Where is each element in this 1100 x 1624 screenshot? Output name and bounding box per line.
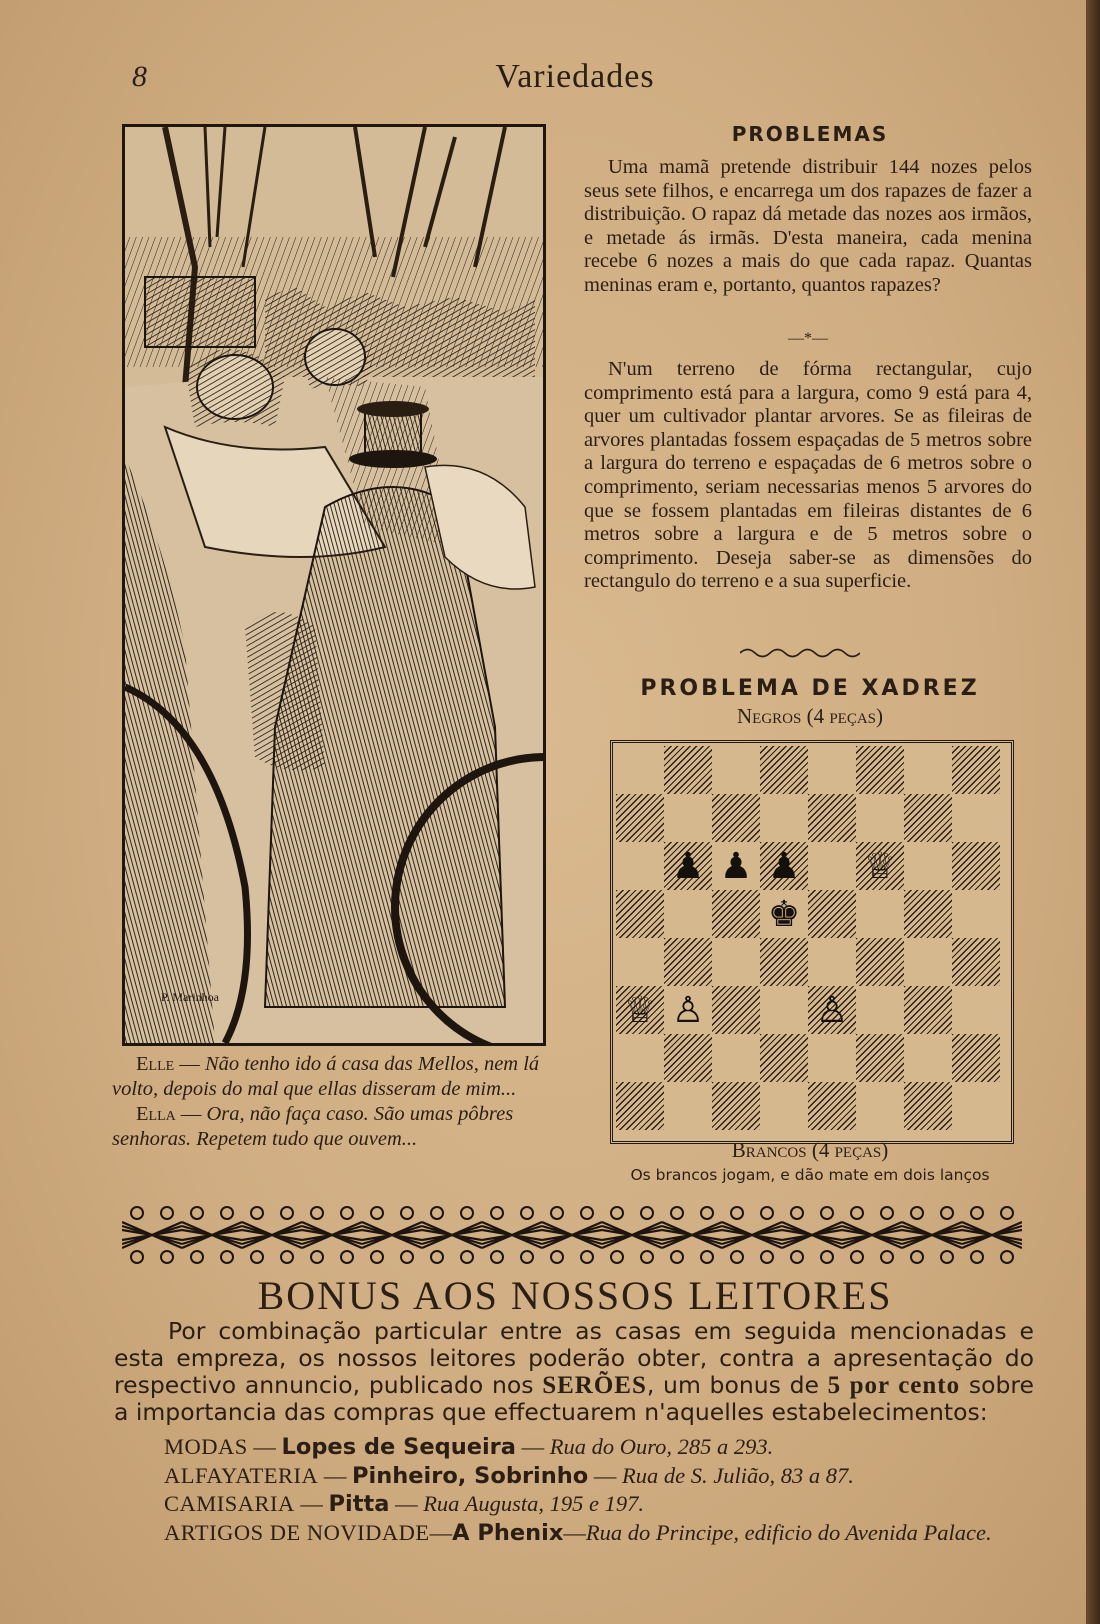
ad-row: [164, 1462, 1064, 1491]
chess-square: [904, 890, 952, 938]
caption-ella-text: Ora, não faça caso. São umas pôbres senhoras. Repetem tudo que ouvem...: [112, 1103, 514, 1150]
ad-category: MODAS: [164, 1434, 248, 1459]
caption-line-elle: [112, 1052, 558, 1102]
chess-square: [904, 938, 952, 986]
chess-board: [610, 740, 1014, 1144]
chess-problem-title: PROBLEMA DE XADREZ: [640, 676, 980, 701]
chess-square: [856, 890, 904, 938]
bonus-text-b: , um bonus de: [646, 1371, 819, 1399]
chess-square: [616, 1034, 664, 1082]
book-edge: [1086, 0, 1100, 1624]
chess-square: [760, 794, 808, 842]
chess-square: [904, 842, 952, 890]
chess-piece-square: ♚: [767, 894, 801, 934]
ad-category: ALFAYATERIA: [164, 1462, 319, 1488]
ad-dash: —: [294, 1491, 329, 1516]
white-pieces-label: Brancos (4 peças): [731, 1138, 889, 1162]
ad-dash: —: [247, 1434, 282, 1459]
ad-dash: —: [389, 1491, 424, 1516]
ad-row: [164, 1490, 1064, 1519]
chess-square: [712, 1082, 760, 1130]
page-number: 8: [132, 60, 147, 93]
caption-line-ella: [112, 1102, 558, 1152]
chess-piece-square: ♙: [671, 990, 705, 1030]
engraving-drawing: [125, 127, 543, 1043]
chess-square: [760, 1082, 808, 1130]
chess-square: [616, 890, 664, 938]
ad-address: Rua de S. Julião, 83 a 87.: [622, 1462, 854, 1488]
chess-square: [712, 794, 760, 842]
chess-square: [664, 794, 712, 842]
bonus-text-body: [114, 1318, 1034, 1426]
chess-square: [664, 938, 712, 986]
chess-square: [760, 986, 808, 1034]
problem-1: [584, 156, 1032, 298]
engraving-illustration: [122, 124, 546, 1046]
ad-shop: Lopes de Sequeira: [281, 1434, 516, 1460]
chess-square: [904, 1082, 952, 1130]
bonus-text-a: Por combinação particular entre as casas em seguida mencionadas e esta empreza, os nossos leitores poderão obter, contra a apresentação do respectivo annuncio, publicado nos: [114, 1317, 1034, 1399]
chess-square: [952, 1082, 1000, 1130]
running-head: Variedades: [495, 58, 655, 95]
chess-square: [712, 890, 760, 938]
illustration-caption: [112, 1052, 558, 1152]
ad-dash: —: [588, 1462, 622, 1488]
speaker-ella: Ella —: [136, 1103, 202, 1125]
ad-address: Rua do Ouro, 285 a 293.: [549, 1434, 774, 1459]
artist-signature: P. Marinhoa: [161, 990, 219, 1004]
bonus-paragraph: [114, 1318, 1034, 1426]
chess-piece-square: ♙: [808, 986, 856, 1034]
ornamental-border: [122, 1204, 1022, 1266]
chess-square: [808, 842, 856, 890]
chess-square: [808, 1034, 856, 1082]
chess-square: [904, 1034, 952, 1082]
chess-square: [952, 746, 1000, 794]
chess-square: [616, 842, 664, 890]
ad-category: ARTIGOS DE NOVIDADE: [164, 1519, 430, 1545]
ad-shop: Pitta: [328, 1491, 390, 1517]
chess-square: [616, 938, 664, 986]
caption-elle-text: Não tenho ido á casa das Mellos, nem lá volto, depois do mal que ellas disseram de mim...: [112, 1053, 540, 1100]
ad-category: CAMISARIA: [164, 1491, 295, 1516]
chess-square: [712, 1034, 760, 1082]
chess-piece-square: ♟: [664, 842, 712, 890]
chess-square: [904, 794, 952, 842]
chess-square: [712, 746, 760, 794]
ad-dash: —: [318, 1462, 353, 1488]
chess-square: [856, 938, 904, 986]
chess-square: [760, 1034, 808, 1082]
ad-dash: —: [563, 1519, 586, 1545]
black-pieces-label: Negros (4 peças): [736, 704, 883, 728]
chess-piece-square: ♟: [719, 846, 753, 886]
squiggle-divider: [740, 646, 860, 660]
chess-square: [616, 794, 664, 842]
bonus-percent: 5 por cento: [827, 1372, 961, 1399]
problem-1-text: Uma mamã pretende distribuir 144 nozes pelos seus sete filhos, e encarrega um dos rapazes de fazer a distribuição. O rapaz dá metade das nozes aos irmãos, e metade ás irmãs. D'esta maneira, cada menina recebe 6 nozes a mais do que cada rapaz. Quantas meninas eram e, portanto, quantos rapazes?: [584, 156, 1032, 296]
chess-square: [856, 746, 904, 794]
chess-piece-square: ♕: [856, 842, 904, 890]
chess-square: [760, 938, 808, 986]
chess-square: [664, 890, 712, 938]
problem-2-text: N'um terreno de fórma rectangular, cujo comprimento está para a largura, como 9 está para 4, quer um cultivador plantar arvores. Se as fileiras de arvores plantadas fossem espaçadas de 5 metros sobre a largura do terreno e espaçadas de 6 metros sobre o comprimento, seriam necessarias menos 5 arvores do que se fossem plantadas em fileiras distantes de 6 metros sobre a largura e de 5 metros sobre o comprimento. Deseja saber-se as dimensões do rectangulo do terreno e a sua superficie.: [584, 358, 1032, 593]
chess-square: [616, 746, 664, 794]
chess-piece-square: ♟: [760, 842, 808, 890]
bonus-title: BONUS AOS NOSSOS LEITORES: [257, 1273, 893, 1318]
problemas-title: PROBLEMAS: [731, 122, 889, 146]
chess-square: [952, 794, 1000, 842]
chess-square: [904, 746, 952, 794]
ad-address: Rua Augusta, 195 e 197.: [423, 1491, 645, 1516]
chess-square: [856, 1082, 904, 1130]
advertisers-list: [164, 1433, 1064, 1547]
seroes-name: SERÕES: [542, 1372, 647, 1399]
ad-dash: —: [515, 1434, 550, 1459]
ad-address: Rua do Principe, edificio do Avenida Palace.: [585, 1519, 992, 1545]
separator: —*—: [788, 330, 828, 347]
chess-square: [952, 890, 1000, 938]
speaker-elle: Elle —: [136, 1053, 200, 1075]
ad-shop: Pinheiro, Sobrinho: [352, 1462, 589, 1489]
chess-square: [856, 1034, 904, 1082]
chess-square: [760, 746, 808, 794]
chess-square: [808, 938, 856, 986]
chess-square: [952, 842, 1000, 890]
chess-square: [616, 1082, 664, 1130]
chess-square: [808, 794, 856, 842]
bonus-text-c: sobre a importancia das compras que effectuarem n'aquelles estabelecimentos:: [114, 1371, 1034, 1426]
chess-square: [712, 986, 760, 1034]
chess-square: [808, 746, 856, 794]
chess-instruction: Os brancos jogam, e dão mate em dois lanços: [630, 1166, 990, 1184]
chess-square: [952, 1034, 1000, 1082]
chess-piece-square: ♕: [616, 986, 664, 1034]
problem-2: [584, 358, 1032, 594]
chess-board-grid: [616, 746, 1008, 1130]
ad-dash: —: [429, 1519, 453, 1545]
ad-shop: A Phenix: [452, 1519, 564, 1546]
ad-row: [164, 1519, 1064, 1548]
chess-square: [904, 986, 952, 1034]
chess-square: [664, 1082, 712, 1130]
chess-square: [808, 890, 856, 938]
chess-square: [952, 986, 1000, 1034]
ad-row: [164, 1433, 1064, 1462]
chess-square: [664, 746, 712, 794]
chess-square: [808, 1082, 856, 1130]
chess-square: [664, 1034, 712, 1082]
chess-square: [856, 794, 904, 842]
chess-square: [712, 938, 760, 986]
chess-square: [952, 938, 1000, 986]
chess-square: [856, 986, 904, 1034]
